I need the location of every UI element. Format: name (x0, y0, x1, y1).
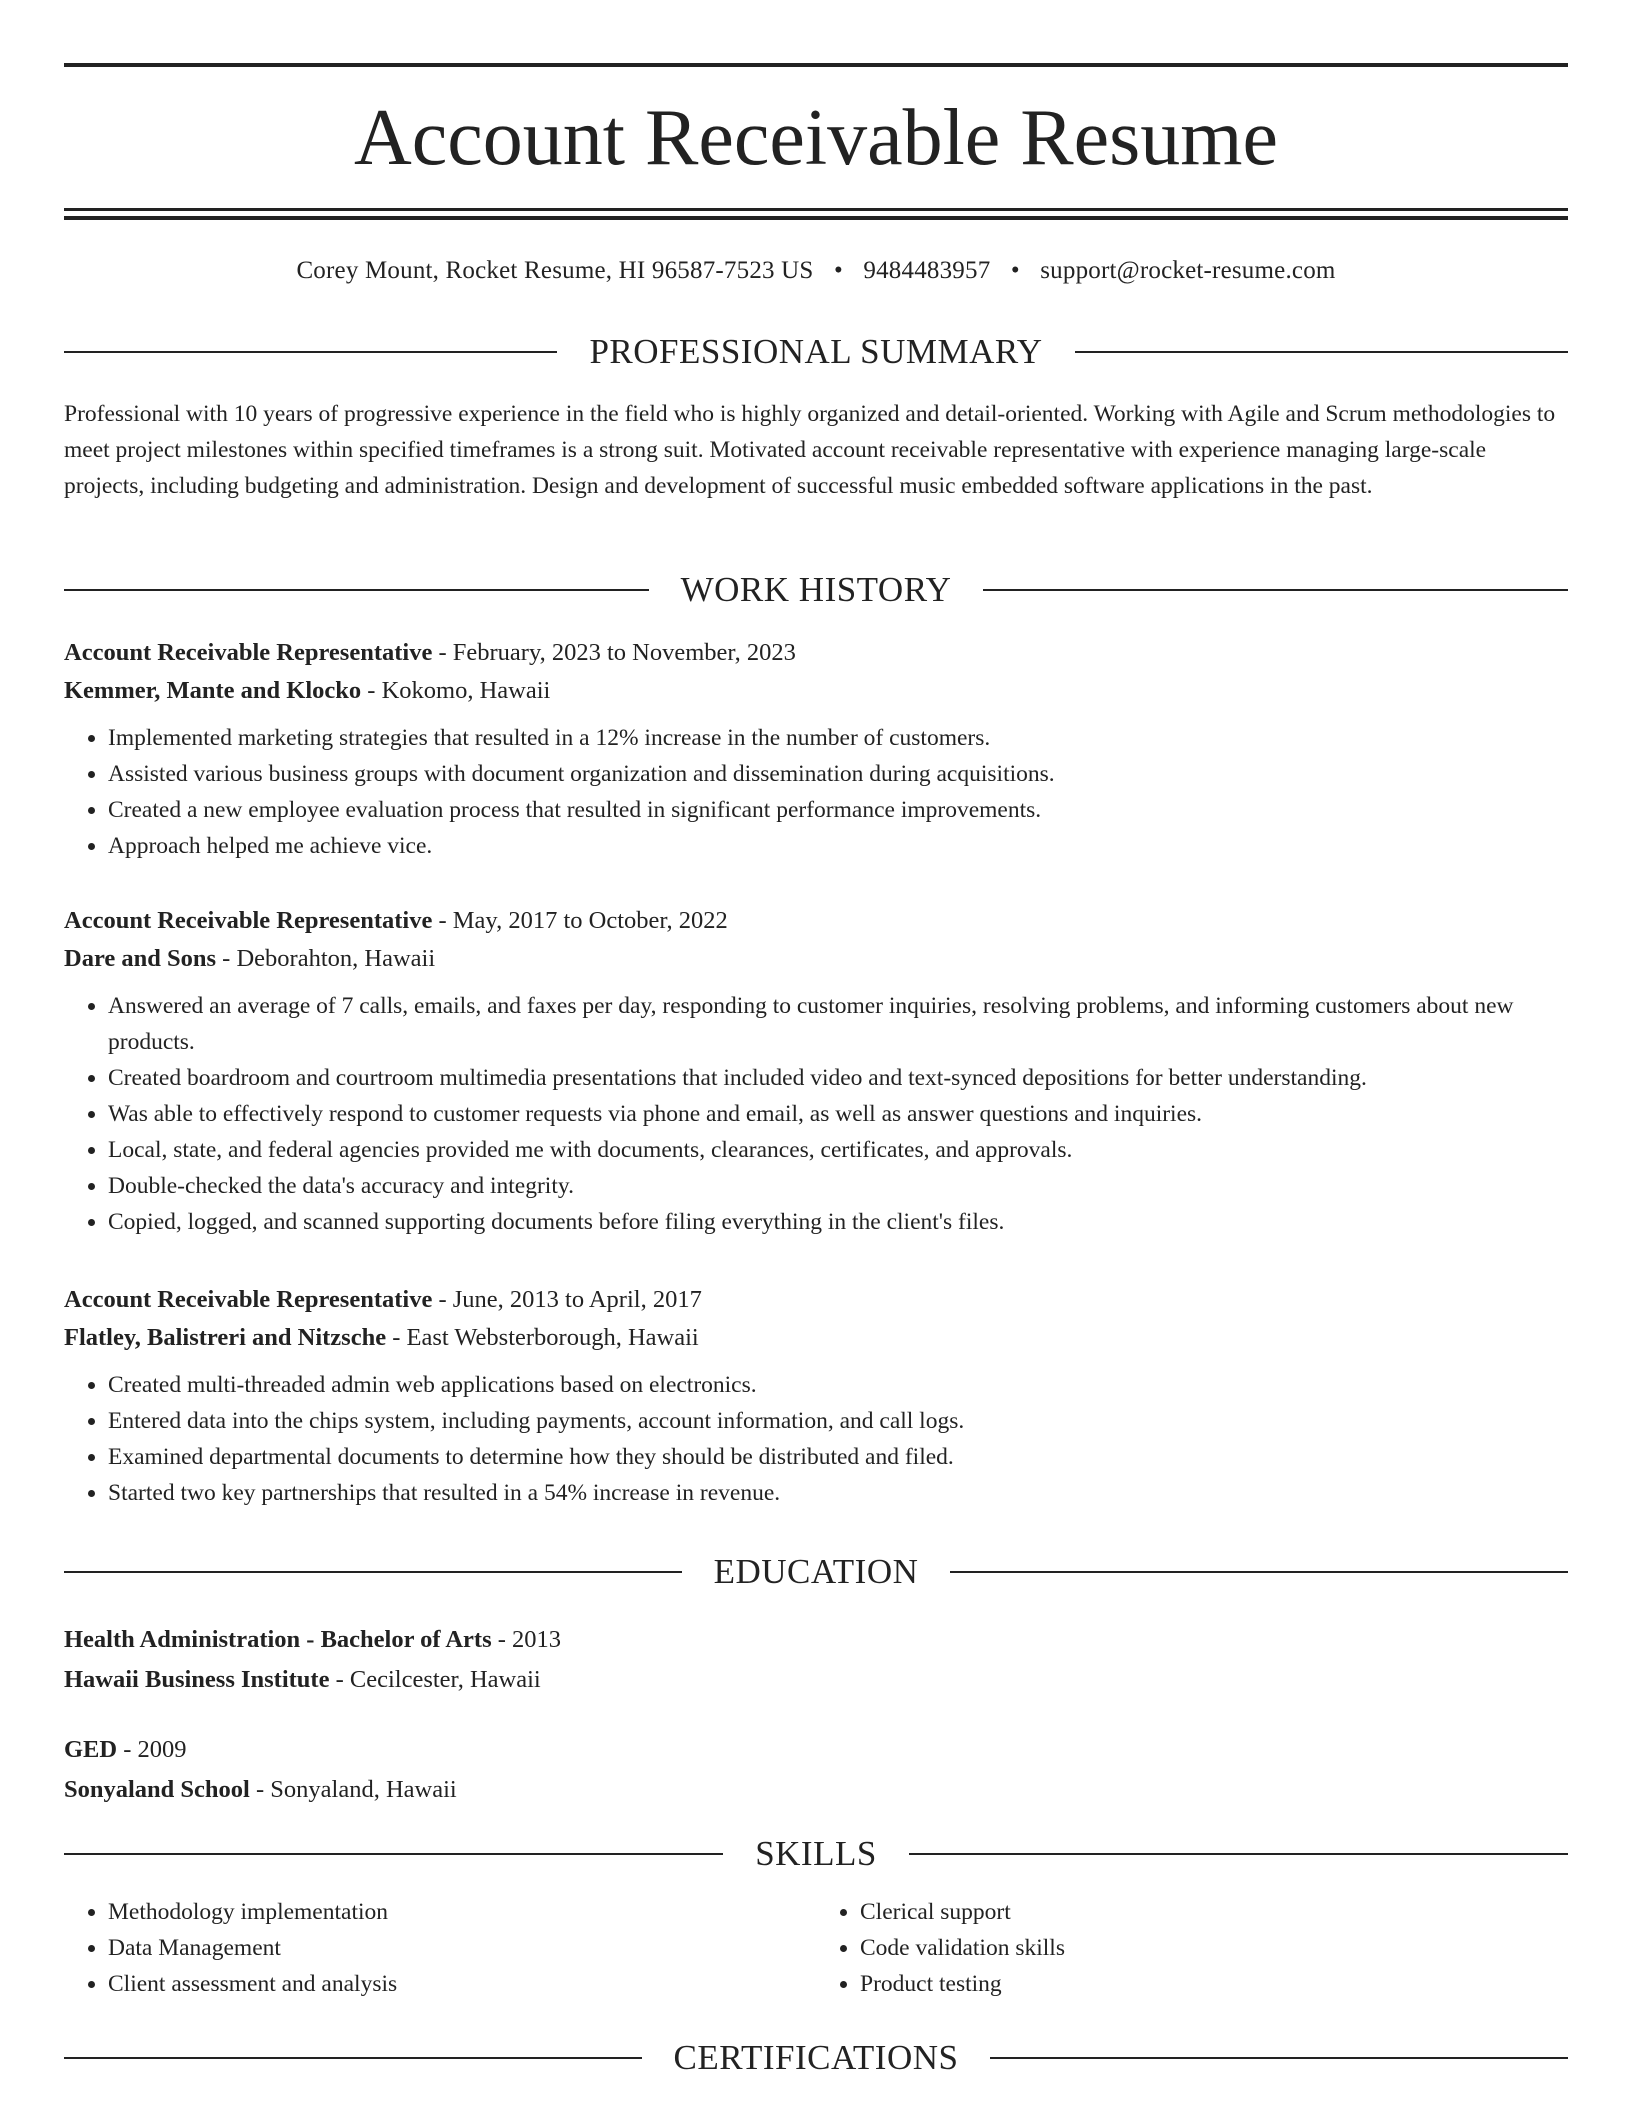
contact-separator: • (833, 257, 843, 284)
title-rule-lower (64, 216, 1568, 220)
contact-email: support@rocket-resume.com (1040, 257, 1336, 284)
list-item: • Answered an average of 7 calls, emails, and faxes per day, responding to customer inquiries, resolving problems, and informing customers about new products. (108, 988, 1568, 1060)
job-company: Flatley, Balistreri and Nitzsche (64, 1324, 387, 1351)
job-company: Dare and Sons (64, 945, 217, 972)
section-heading-summary (64, 332, 1568, 372)
list-item: • Implemented marketing strategies that resulted in a 12% increase in the number of customers. (108, 720, 1568, 756)
list-item: • Double-checked the data's accuracy and integrity. (108, 1168, 1568, 1204)
job-bullets (64, 988, 1568, 1240)
list-item: • Copied, logged, and scanned supporting documents before filing everything in the client's files. (108, 1204, 1568, 1240)
job-title-line (64, 902, 1568, 940)
degree-line (64, 1731, 1568, 1769)
job-title-line (64, 634, 1568, 672)
contact-separator: • (1010, 257, 1020, 284)
list-item: • Created multi-threaded admin web applications based on electronics. (108, 1367, 1568, 1403)
job-location: Kokomo, Hawaii (381, 677, 551, 704)
skills-column-left (64, 1894, 816, 2002)
section-title: SKILLS (755, 1834, 877, 1873)
list-item: • Entered data into the chips system, including payments, account information, and call logs. (108, 1403, 1568, 1439)
heading-rule (64, 2057, 642, 2059)
job-title: Account Receivable Representative (64, 907, 433, 934)
job-entry (64, 634, 1568, 864)
heading-rule (64, 1571, 682, 1573)
school-location: Cecilcester, Hawaii (349, 1666, 541, 1693)
job-title: Account Receivable Representative (64, 639, 433, 666)
list-item: • Created a new employee evaluation process that resulted in significant performance improvements. (108, 792, 1568, 828)
job-dates: May, 2017 to October, 2022 (452, 907, 728, 934)
skills-list (64, 1894, 1568, 2002)
heading-rule (950, 1571, 1568, 1573)
school-line (64, 1661, 1568, 1699)
heading-rule (64, 351, 557, 353)
page-title: Account Receivable Resume (353, 94, 1279, 182)
education-entry (64, 1731, 1568, 1809)
job-company: Kemmer, Mante and Klocko (64, 677, 362, 704)
contact-address: Corey Mount, Rocket Resume, HI 96587-7523 US (296, 257, 814, 284)
dash: - (438, 1286, 447, 1313)
job-company-line (64, 940, 1568, 978)
dash: - (497, 1626, 506, 1653)
section-title: CERTIFICATIONS (673, 2038, 959, 2077)
heading-rule (1075, 351, 1568, 353)
section-heading-education (64, 1552, 1568, 1592)
dash: - (335, 1666, 344, 1693)
section-title: EDUCATION (713, 1552, 919, 1591)
heading-rule (64, 589, 649, 591)
section-title: WORK HISTORY (680, 570, 952, 609)
list-item: • Was able to effectively respond to customer requests via phone and email, as well as answer questions and inquiries. (108, 1096, 1568, 1132)
summary-block (64, 396, 1568, 504)
job-company-line (64, 1319, 1568, 1357)
job-location: East Websterborough, Hawaii (406, 1324, 699, 1351)
degree: GED (64, 1736, 118, 1763)
school-location: Sonyaland, Hawaii (270, 1776, 457, 1803)
degree-line (64, 1621, 1568, 1659)
dash: - (256, 1776, 265, 1803)
list-item: • Methodology implementation (108, 1894, 816, 1930)
heading-rule (990, 2057, 1568, 2059)
heading-rule (64, 1853, 723, 1855)
dash: - (367, 677, 376, 704)
section-heading-skills (64, 1834, 1568, 1874)
job-dates: February, 2023 to November, 2023 (452, 639, 796, 666)
summary-text: Professional with 10 years of progressive experience in the field who is highly organized and detail-oriented. Working with Agile and Scrum methodologies to meet project milestones within specified timeframes is a strong suit. Motivated account receivable representative with experience managing large-scale projects, including budgeting and administration. Design and development of successful music embedded software applications in the past. (64, 401, 1556, 499)
list-item: • Started two key partnerships that resulted in a 54% increase in revenue. (108, 1475, 1568, 1511)
dash: - (123, 1736, 132, 1763)
top-rule (64, 63, 1568, 67)
job-title: Account Receivable Representative (64, 1286, 433, 1313)
degree-year: 2009 (137, 1736, 187, 1763)
dash: - (392, 1324, 401, 1351)
heading-rule (909, 1853, 1568, 1855)
list-item: • Product testing (860, 1966, 1568, 2002)
dash: - (438, 907, 447, 934)
list-item: • Assisted various business groups with document organization and dissemination during acquisitions. (108, 756, 1568, 792)
list-item: • Examined departmental documents to determine how they should be distributed and filed. (108, 1439, 1568, 1475)
dash: - (438, 639, 447, 666)
dash: - (222, 945, 231, 972)
section-title: PROFESSIONAL SUMMARY (589, 332, 1043, 371)
list-item: • Data Management (108, 1930, 816, 1966)
skills-column-right (816, 1894, 1568, 2002)
list-item: • Created boardroom and courtroom multimedia presentations that included video and text-synced depositions for better understanding. (108, 1060, 1568, 1096)
list-item: • Clerical support (860, 1894, 1568, 1930)
degree: Health Administration - Bachelor of Arts (64, 1626, 492, 1653)
job-entry (64, 1281, 1568, 1511)
contact-phone: 9484483957 (863, 257, 991, 284)
job-bullets (64, 720, 1568, 864)
school: Hawaii Business Institute (64, 1666, 330, 1693)
job-dates: June, 2013 to April, 2017 (452, 1286, 702, 1313)
list-item: • Client assessment and analysis (108, 1966, 816, 2002)
job-title-line (64, 1281, 1568, 1319)
job-bullets (64, 1367, 1568, 1511)
school-line (64, 1771, 1568, 1809)
job-entry (64, 902, 1568, 1240)
list-item: • Code validation skills (860, 1930, 1568, 1966)
section-heading-work-history (64, 570, 1568, 610)
degree-year: 2013 (512, 1626, 562, 1653)
contact-line (64, 254, 1568, 288)
list-item: • Local, state, and federal agencies provided me with documents, clearances, certificates, and approvals. (108, 1132, 1568, 1168)
school: Sonyaland School (64, 1776, 250, 1803)
job-company-line (64, 672, 1568, 710)
job-location: Deborahton, Hawaii (236, 945, 436, 972)
education-entry (64, 1621, 1568, 1699)
section-heading-certifications (64, 2038, 1568, 2078)
heading-rule (983, 589, 1568, 591)
title-rule-upper (64, 208, 1568, 211)
list-item: • Approach helped me achieve vice. (108, 828, 1568, 864)
